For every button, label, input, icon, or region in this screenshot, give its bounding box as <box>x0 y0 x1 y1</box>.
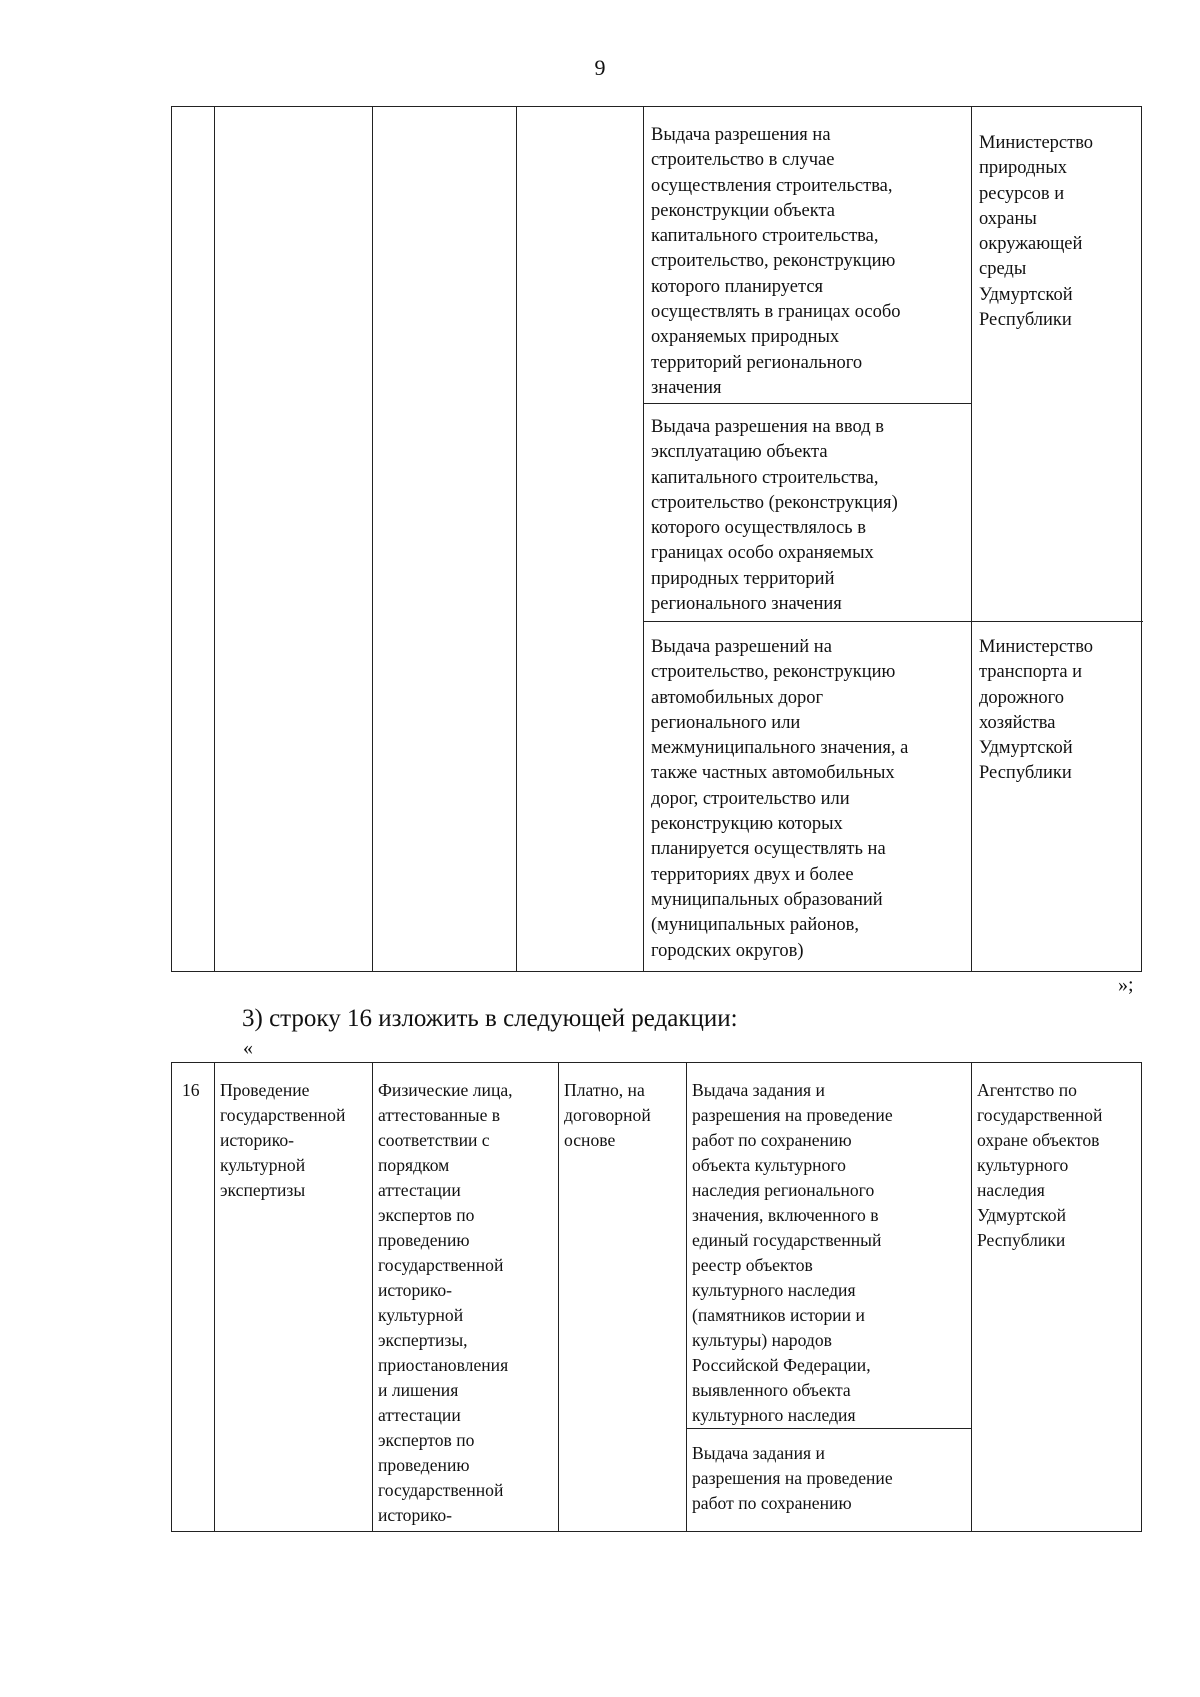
row-divider <box>643 403 971 404</box>
column-divider <box>643 107 644 971</box>
authority-cell: Министерство природных ресурсов и охраны окружающей среды Удмуртской Республики <box>979 133 1094 331</box>
authority-cell: Агентство по государственной охране объектов культурного наследия Удмуртской Республики <box>977 1080 1103 1250</box>
opening-quote: « <box>243 1037 253 1059</box>
column-divider <box>971 107 972 971</box>
column-divider <box>214 107 215 971</box>
service-cell: Выдача разрешения на строительство в случае осуществления строительства, реконструкции объекта капитального строительства, строительство, реконструкцию которого планируется осуществлять в границах особо охраняемых природных территорий регионального значения <box>651 125 901 398</box>
closing-quote: »; <box>1118 974 1134 996</box>
row-16-table <box>171 1062 1142 1532</box>
service-cell: Выдача разрешений на строительство, реконструкцию автомобильных дорог регионального или межмуниципального значения, а также частных автомобильных дорог, строительство или реконструкцию которых планируется осуществлять на территориях двух и более муниципальных образований (муниципальных районов, городских округов) <box>651 637 909 961</box>
row-number: 16 <box>182 1080 200 1100</box>
row-divider <box>643 621 1143 622</box>
column-divider <box>516 107 517 971</box>
column-divider <box>372 1063 373 1531</box>
page-number: 9 <box>594 55 606 80</box>
column-divider <box>686 1063 687 1531</box>
payment-cell: Платно, на договорной основе <box>564 1080 651 1150</box>
amendment-paragraph: 3) строку 16 изложить в следующей редакции: <box>242 1005 738 1032</box>
service-cell: Выдача задания и разрешения на проведение работ по сохранению объекта культурного наследия регионального значения, включенного в единый государственный реестр объектов культурного наследия (памятников истории и культуры) народов Российской Федерации, выявленного объекта культурного наследия <box>692 1080 893 1425</box>
continuation-table <box>171 106 1142 972</box>
service-cell: Выдача разрешения на ввод в эксплуатацию объекта капитального строительства, строительство (реконструкция) которого осуществлялось в границах особо охраняемых природных территорий регионального значения <box>651 417 898 615</box>
column-divider <box>372 107 373 971</box>
service-cell: Выдача задания и разрешения на проведение работ по сохранению <box>692 1443 893 1513</box>
row-divider <box>686 1428 971 1429</box>
column-divider <box>214 1063 215 1531</box>
column-divider <box>558 1063 559 1531</box>
column-divider <box>971 1063 972 1531</box>
authority-cell: Министерство транспорта и дорожного хозяйства Удмуртской Республики <box>979 637 1094 784</box>
service-name-cell: Проведение государственной историко- культурной экспертизы <box>220 1080 346 1200</box>
recipients-cell: Физические лица, аттестованные в соответствии с порядком аттестации экспертов по проведению государственной историко- культурной экспертизы, приостановления и лишения аттестации экспертов по проведению государственной историко- <box>378 1080 513 1525</box>
